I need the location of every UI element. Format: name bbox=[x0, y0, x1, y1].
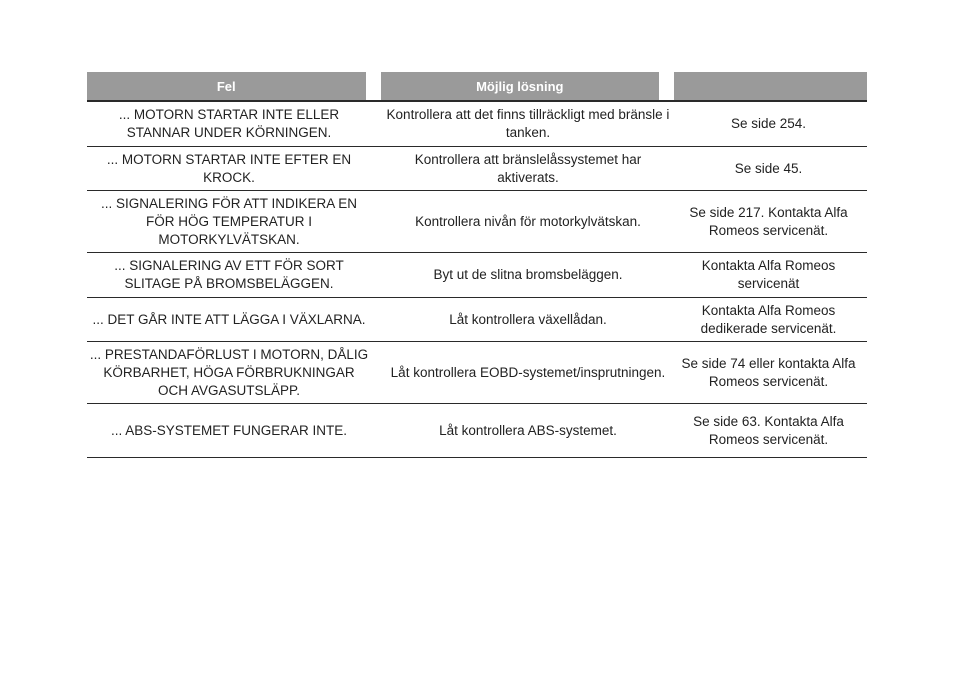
table-row bbox=[87, 147, 867, 191]
cell-losning: Kontrollera att bränslelåssystemet har aktiverats. bbox=[414, 151, 642, 185]
cell-fel: ... ABS-SYSTEMET FUNGERAR INTE. bbox=[110, 422, 348, 438]
cell-losning: Kontrollera att det finns tillräckligt med bränsle i tanken. bbox=[386, 107, 670, 140]
cell-reference: Se side 74 eller kontakta Alfa Romeos servicenät. bbox=[681, 355, 856, 389]
cell-fel: ... SIGNALERING AV ETT FÖR SORT SLITAGE PÅ BROMSBELÄGGEN. bbox=[114, 258, 344, 291]
header-fel: Fel bbox=[87, 72, 366, 100]
cell-fel: ... MOTORN STARTAR INTE ELLER STANNAR UNDER KÖRNINGEN. bbox=[118, 107, 340, 140]
troubleshooting-table bbox=[87, 72, 867, 458]
cell-reference: Kontakta Alfa Romeos dedikerade servicenät. bbox=[700, 302, 837, 336]
table-row bbox=[87, 298, 867, 342]
cell-reference: Se side 217. Kontakta Alfa Romeos servicenät. bbox=[689, 204, 848, 238]
header-reference bbox=[674, 72, 867, 100]
cell-fel: ... PRESTANDAFÖRLUST I MOTORN, DÅLIG KÖRBARHET, HÖGA FÖRBRUKNINGAR OCH AVGASUTSLÄPP. bbox=[89, 346, 369, 398]
cell-losning: Låt kontrollera ABS-systemet. bbox=[439, 422, 617, 438]
table-header bbox=[87, 72, 867, 102]
cell-reference: Se side 63. Kontakta Alfa Romeos servicenät. bbox=[693, 413, 844, 447]
cell-losning: Låt kontrollera växellådan. bbox=[449, 311, 607, 327]
cell-reference: Kontakta Alfa Romeos servicenät bbox=[701, 258, 836, 291]
cell-reference: Se side 45. bbox=[734, 160, 803, 176]
cell-fel: ... DET GÅR INTE ATT LÄGGA I VÄXLARNA. bbox=[92, 311, 366, 327]
cell-losning: Låt kontrollera EOBD-systemet/insprutningen. bbox=[390, 364, 666, 380]
cell-losning: Kontrollera nivån för motorkylvätskan. bbox=[415, 213, 641, 229]
table-row bbox=[87, 253, 867, 298]
table-row bbox=[87, 342, 867, 404]
cell-fel: ... MOTORN STARTAR INTE EFTER EN KROCK. bbox=[106, 151, 352, 185]
header-mojlig-losning: Möjlig lösning bbox=[381, 72, 660, 100]
cell-losning: Byt ut de slitna bromsbeläggen. bbox=[433, 267, 623, 282]
table-row bbox=[87, 404, 867, 458]
table-row bbox=[87, 102, 867, 147]
cell-fel: ... SIGNALERING FÖR ATT INDIKERA EN FÖR HÖG TEMPERATUR I MOTORKYLVÄTSKAN. bbox=[100, 195, 358, 247]
header-gap bbox=[659, 72, 674, 100]
table-row bbox=[87, 191, 867, 253]
cell-reference: Se side 254. bbox=[730, 116, 807, 131]
